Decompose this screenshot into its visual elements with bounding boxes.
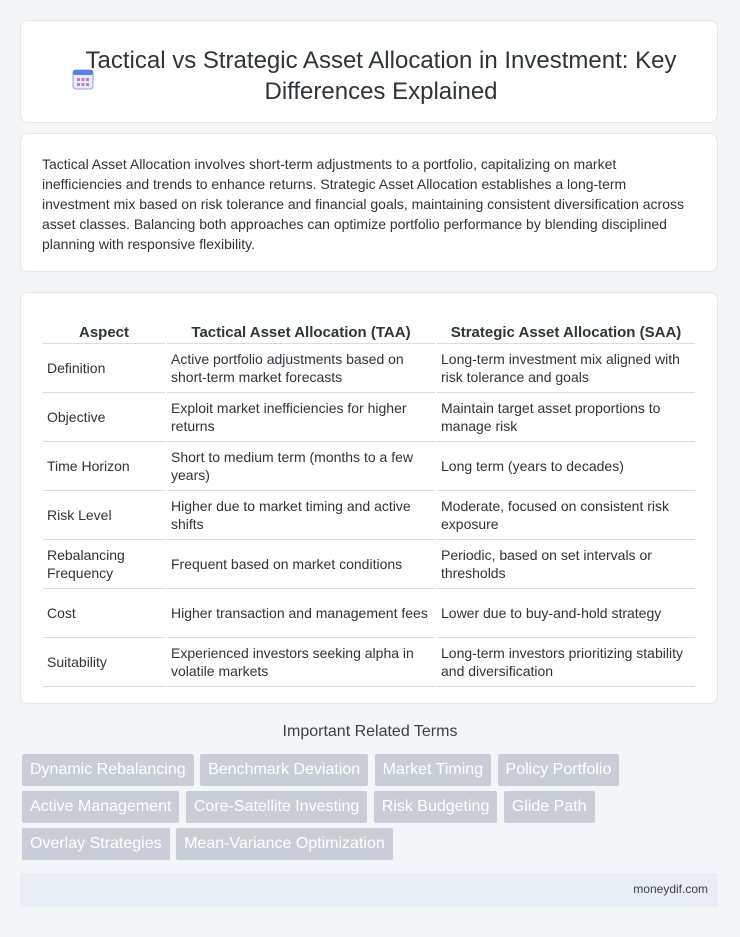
related-term-tag[interactable]: Glide Path <box>504 791 595 823</box>
cell-saa: Periodic, based on set intervals or thresholds <box>437 540 695 589</box>
column-header-aspect: Aspect <box>43 313 165 344</box>
cell-saa: Moderate, focused on consistent risk exposure <box>437 491 695 540</box>
cell-aspect: Cost <box>43 589 165 638</box>
table-row <box>43 393 695 442</box>
title-card <box>20 20 718 123</box>
related-term-tag[interactable]: Risk Budgeting <box>374 791 498 823</box>
intro-paragraph: Tactical Asset Allocation involves short-term adjustments to a portfolio, capitalizing on market inefficiencies and trends to enhance returns. Strategic Asset Allocation establishes a long-term investment mix based on risk tolerance and financial goals, maintaining consistent diversification across asset classes. Balancing both approaches can optimize portfolio performance by blending disciplined planning with responsive flexibility. <box>42 156 684 252</box>
table-row <box>43 638 695 687</box>
cell-aspect: Rebalancing Frequency <box>43 540 165 589</box>
table-row <box>43 344 695 393</box>
related-term-tag[interactable]: Dynamic Rebalancing <box>22 754 194 786</box>
cell-aspect: Risk Level <box>43 491 165 540</box>
table-row <box>43 589 695 638</box>
table-row <box>43 442 695 491</box>
intro-card <box>20 133 718 272</box>
cell-saa: Long-term investment mix aligned with risk tolerance and goals <box>437 344 695 393</box>
cell-taa: Short to medium term (months to a few years) <box>167 442 435 491</box>
cell-taa: Active portfolio adjustments based on short-term market forecasts <box>167 344 435 393</box>
comparison-card <box>20 292 718 704</box>
related-term-tag[interactable]: Core-Satellite Investing <box>186 791 367 823</box>
page-title: Tactical vs Strategic Asset Allocation in Investment: Key Differences Explained <box>85 47 677 105</box>
cell-aspect: Suitability <box>43 638 165 687</box>
footer <box>20 873 718 907</box>
cell-saa: Long term (years to decades) <box>437 442 695 491</box>
column-header-saa: Strategic Asset Allocation (SAA) <box>437 313 695 344</box>
column-header-taa: Tactical Asset Allocation (TAA) <box>167 313 435 344</box>
related-term-tag[interactable]: Market Timing <box>375 754 491 786</box>
cell-aspect: Objective <box>43 393 165 442</box>
cell-taa: Exploit market inefficiencies for higher returns <box>167 393 435 442</box>
related-terms-list <box>22 754 662 865</box>
table-row <box>43 540 695 589</box>
comparison-table <box>41 313 697 687</box>
related-term-tag[interactable]: Policy Portfolio <box>498 754 620 786</box>
table-row <box>43 491 695 540</box>
cell-saa: Maintain target asset proportions to manage risk <box>437 393 695 442</box>
cell-saa: Long-term investors prioritizing stability and diversification <box>437 638 695 687</box>
cell-aspect: Definition <box>43 344 165 393</box>
related-term-tag[interactable]: Mean-Variance Optimization <box>176 828 393 860</box>
cell-taa: Frequent based on market conditions <box>167 540 435 589</box>
cell-taa: Higher due to market timing and active shifts <box>167 491 435 540</box>
related-terms-heading: Important Related Terms <box>282 723 458 740</box>
footer-site-link[interactable]: moneydif.com <box>633 882 708 896</box>
cell-aspect: Time Horizon <box>43 442 165 491</box>
cell-saa: Lower due to buy-and-hold strategy <box>437 589 695 638</box>
cell-taa: Higher transaction and management fees <box>167 589 435 638</box>
cell-taa: Experienced investors seeking alpha in volatile markets <box>167 638 435 687</box>
related-term-tag[interactable]: Overlay Strategies <box>22 828 170 860</box>
related-term-tag[interactable]: Benchmark Deviation <box>200 754 368 786</box>
table-header-row <box>43 313 695 344</box>
related-term-tag[interactable]: Active Management <box>22 791 179 823</box>
